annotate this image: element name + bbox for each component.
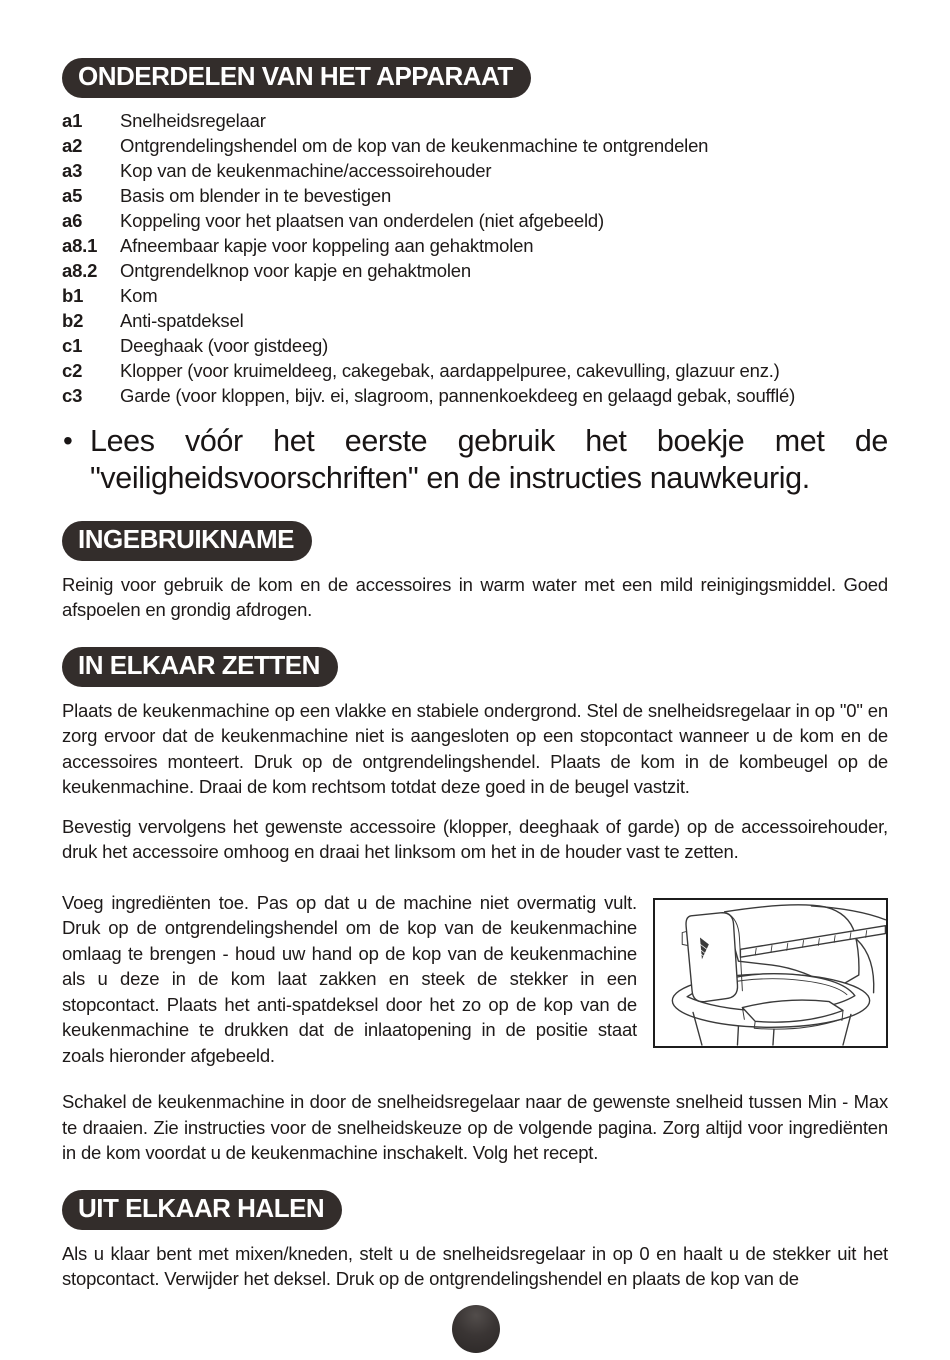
- part-text: Anti-spatdeksel: [120, 309, 244, 331]
- part-text: Afneembaar kapje voor koppeling aan gehaktmolen: [120, 234, 534, 256]
- assembly-paragraph-4: Schakel de keukenmachine in door de snelheidsregelaar naar de gewenste snelheid tussen Min - Max te draaien. Zie instructies voor de snelheidskeuze op de volgende pagina. Zorg altijd voor ingrediënten in de kom voordat u de keukenmachine inschakelt. Volg het recept.: [62, 1091, 888, 1164]
- part-id: c1: [62, 334, 83, 356]
- part-id: b1: [62, 284, 84, 306]
- assembly-paragraph-3: Voeg ingrediënten toe. Pas op dat u de machine niet overmatig vult. Druk op de ontgrendelingshendel om de kop van de keukenmachine omlaag te brengen - houd uw hand op de kop van de keukenmachine als u deze in de kom laat zakken en steek de stekker in een stopcontact. Plaats het anti-spatdeksel door het zo op de kop van de keukenmachine te drukken dat de inlaatopening in de positie staat zoals hieronder afgebeeld.: [62, 891, 637, 1066]
- safety-notice: [62, 423, 888, 497]
- assembly-paragraph-3-row: [62, 879, 888, 1069]
- part-id: a2: [62, 134, 83, 156]
- section-first-use: [62, 521, 888, 623]
- part-text: Klopper (voor kruimeldeeg, cakegebak, aardappelpuree, cakevulling, glazuur enz.): [120, 359, 780, 381]
- safety-notice-text: Lees vóór het eerste gebruik het boekje met de "veiligheidsvoorschriften" en de instructies nauwkeurig.: [90, 423, 888, 495]
- disassembly-paragraph: Als u klaar bent met mixen/kneden, stelt u de snelheidsregelaar in op 0 en haalt u de stekker uit het stopcontact. Verwijder het deksel. Druk op de ontgrendelingshendel en plaats de kop van de: [62, 1242, 888, 1290]
- bullet-icon: •: [63, 424, 73, 456]
- section-assembly: [62, 647, 888, 1166]
- assembly-paragraph-2: Bevestig vervolgens het gewenste accessoire (klopper, deeghaak of garde) op de accessoirehouder, druk het accessoire omhoog en draai het linksom om het in de houder vast te zetten.: [62, 815, 888, 863]
- section-heading-parts: ONDERDELEN VAN HET APPARAAT: [62, 58, 531, 98]
- part-text: Koppeling voor het plaatsen van onderdelen (niet afgebeeld): [120, 209, 604, 231]
- part-id: a8.1: [62, 234, 98, 256]
- parts-list: [62, 108, 888, 408]
- section-heading-assembly: IN ELKAAR ZETTEN: [62, 647, 338, 687]
- part-id: a8.2: [62, 259, 98, 281]
- page-number-circle: [452, 1305, 500, 1353]
- part-text: Ontgrendelknop voor kapje en gehaktmolen: [120, 259, 471, 281]
- part-text: Garde (voor kloppen, bijv. ei, slagroom, pannenkoekdeeg en gelaagd gebak, soufflé): [120, 384, 796, 406]
- section-disassembly: [62, 1190, 888, 1292]
- part-text: Basis om blender in te bevestigen: [120, 184, 392, 206]
- first-use-paragraph: Reinig voor gebruik de kom en de accessoires in warm water met een mild reinigingsmiddel. Goed afspoelen en grondig afdrogen.: [62, 573, 888, 621]
- assembly-paragraph-1: Plaats de keukenmachine op een vlakke en stabiele ondergrond. Stel de snelheidsregelaar in op "0" en zorg ervoor dat de keukenmachine niet is aangesloten op een stopcontact wanneer u de kom en de accessoires monteert. Druk op de ontgrendelingshendel. Plaats de kom in de kombeugel op de keukenmachine. Draai de kom rechtsom totdat deze goed in de beugel vastzit.: [62, 699, 888, 798]
- section-heading-first-use: INGEBRUIKNAME: [62, 521, 312, 561]
- machine-illustration-frame: [653, 898, 888, 1048]
- part-id: a1: [62, 109, 83, 131]
- part-id: a3: [62, 159, 83, 181]
- part-id: c3: [62, 384, 83, 406]
- part-text: Ontgrendelingshendel om de kop van de keukenmachine te ontgrendelen: [120, 134, 709, 156]
- part-id: c2: [62, 359, 83, 381]
- section-heading-disassembly: UIT ELKAAR HALEN: [62, 1190, 342, 1230]
- part-text: Kop van de keukenmachine/accessoirehouder: [120, 159, 492, 181]
- part-text: Deeghaak (voor gistdeeg): [120, 334, 329, 356]
- part-id: a6: [62, 209, 83, 231]
- part-text: Snelheidsregelaar: [120, 109, 266, 131]
- part-text: Kom: [120, 284, 158, 306]
- kitchen-machine-illustration: [655, 900, 886, 1046]
- part-id: a5: [62, 184, 83, 206]
- part-id: b2: [62, 309, 84, 331]
